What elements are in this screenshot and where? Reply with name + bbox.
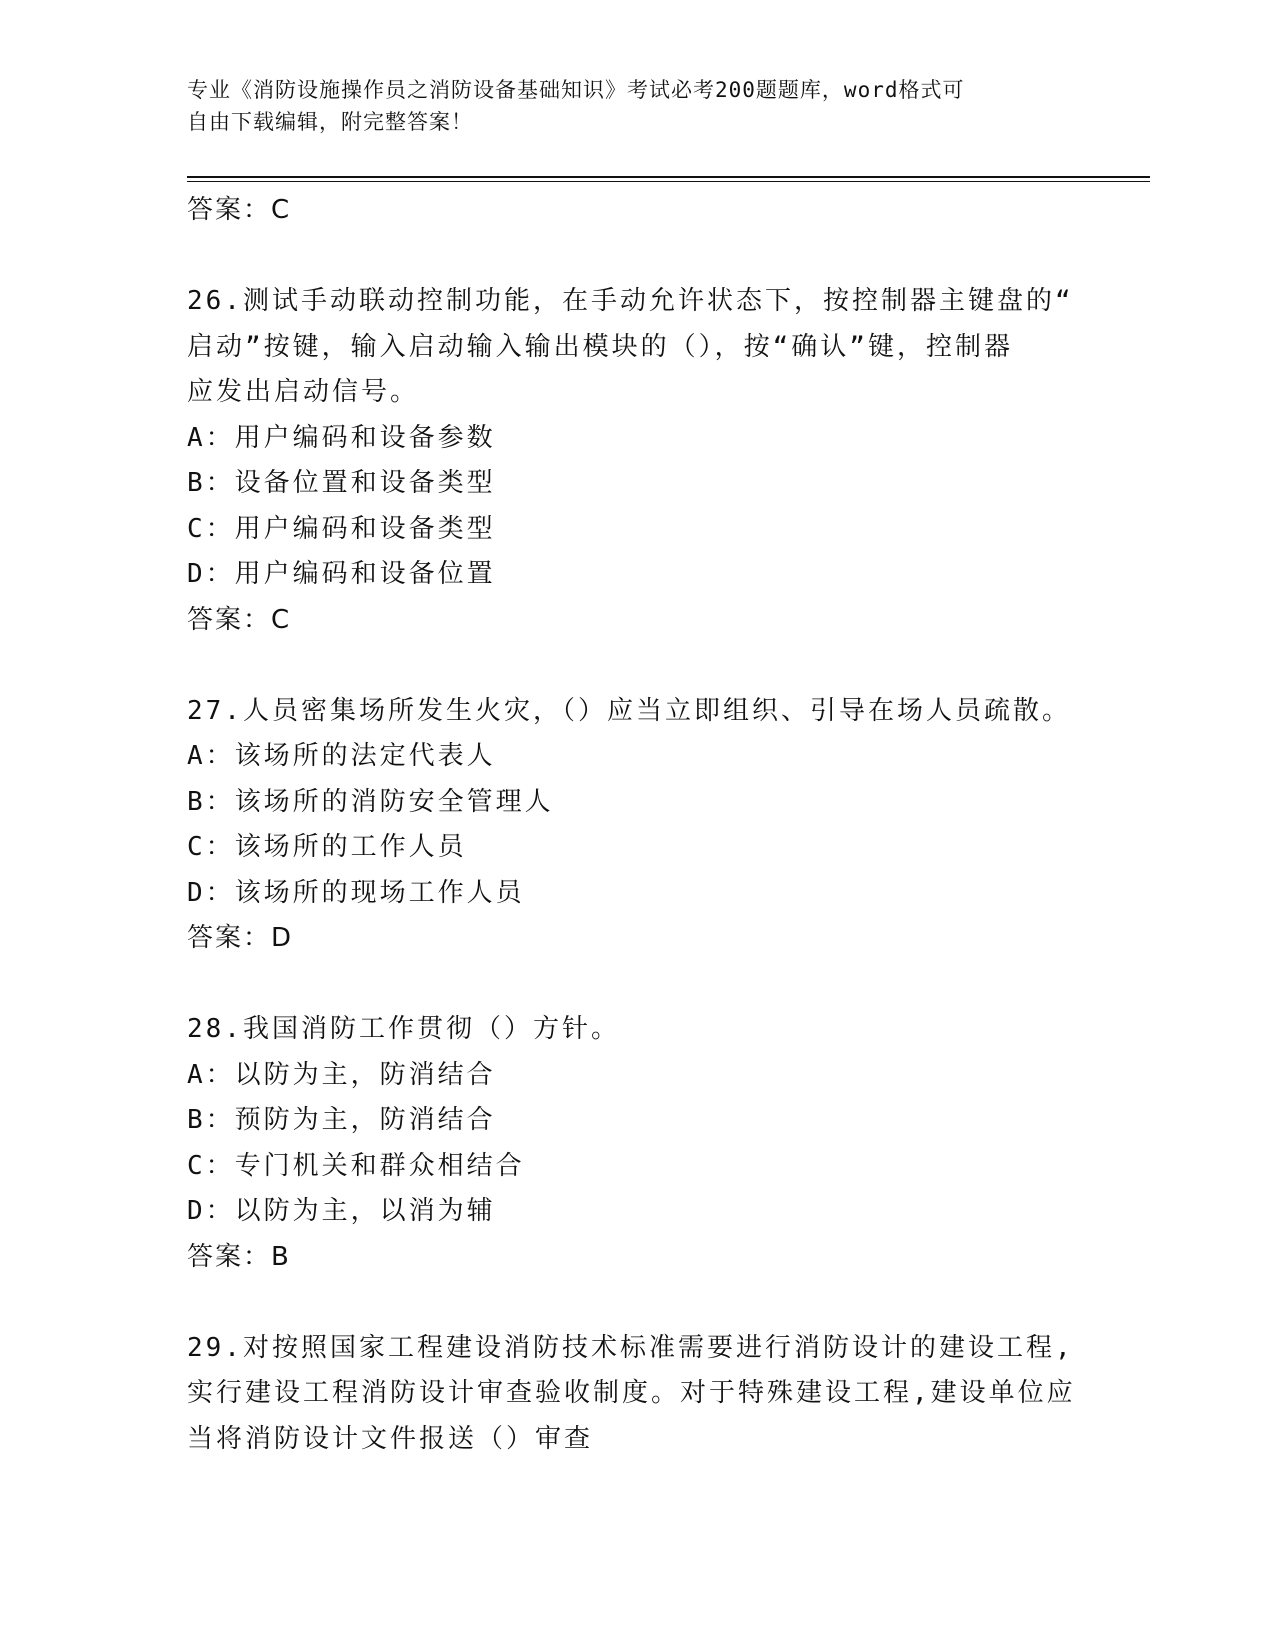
document-header: [187, 74, 1067, 138]
question-stem: [187, 1326, 1087, 1463]
option-b: B：预防为主，防消结合: [187, 1105, 496, 1135]
option-a: A：以防为主，防消结合: [187, 1059, 496, 1090]
header-divider-thick: [187, 176, 1150, 178]
question-29: [187, 1326, 1087, 1463]
stem-line: 26.测试手动联动控制功能，在手动允许状态下，按控制器主键盘的“: [187, 286, 1074, 316]
option-a: A：该场所的法定代表人: [187, 741, 496, 771]
option-a: A：用户编码和设备参数: [187, 422, 496, 453]
question-stem: [187, 1007, 1087, 1053]
answer-line: 答案：D: [187, 923, 294, 953]
option-d: D：用户编码和设备位置: [187, 559, 496, 589]
question-27: [187, 689, 1087, 962]
answer-line: 答案：C: [187, 604, 292, 635]
stem-line: 27.人员密集场所发生火灾，（）应当立即组织、引导在场人员疏散。: [187, 695, 1071, 726]
option-d: D：该场所的现场工作人员: [187, 877, 525, 908]
option-b: B：设备位置和设备类型: [187, 468, 496, 498]
header-line-1: 专业《消防设施操作员之消防设备基础知识》考试必考200题题库，word格式可: [187, 78, 965, 102]
question-28: [187, 1007, 1087, 1280]
stem-line: 当将消防设计文件报送（）审查: [187, 1423, 594, 1454]
stem-line: 启动”按键，输入启动输入输出模块的（），按“确认”键，控制器: [187, 331, 1013, 362]
header-divider-thin: [187, 181, 1150, 182]
stem-line: 28.我国消防工作贯彻（）方针。: [187, 1014, 620, 1044]
option-c: C：专门机关和群众相结合: [187, 1150, 525, 1181]
question-list: [187, 188, 1087, 1462]
stem-line: 实行建设工程消防设计审查验收制度。对于特殊建设工程,建设单位应: [187, 1378, 1076, 1408]
option-c: C：用户编码和设备类型: [187, 513, 496, 544]
option-c: C：该场所的工作人员: [187, 832, 467, 862]
stem-line: 应发出启动信号。: [187, 377, 420, 407]
option-d: D：以防为主，以消为辅: [187, 1196, 496, 1226]
question-stem: [187, 689, 1087, 735]
stem-line: 29.对按照国家工程建设消防技术标准需要进行消防设计的建设工程,: [187, 1332, 1074, 1363]
option-b: B：该场所的消防安全管理人: [187, 786, 554, 817]
question-stem: [187, 279, 1087, 416]
header-line-2: 自由下载编辑，附完整答案！: [187, 110, 473, 134]
answer-line: 答案：B: [187, 1241, 291, 1272]
question-26: [187, 279, 1087, 643]
answer-line: 答案：C: [187, 195, 292, 225]
